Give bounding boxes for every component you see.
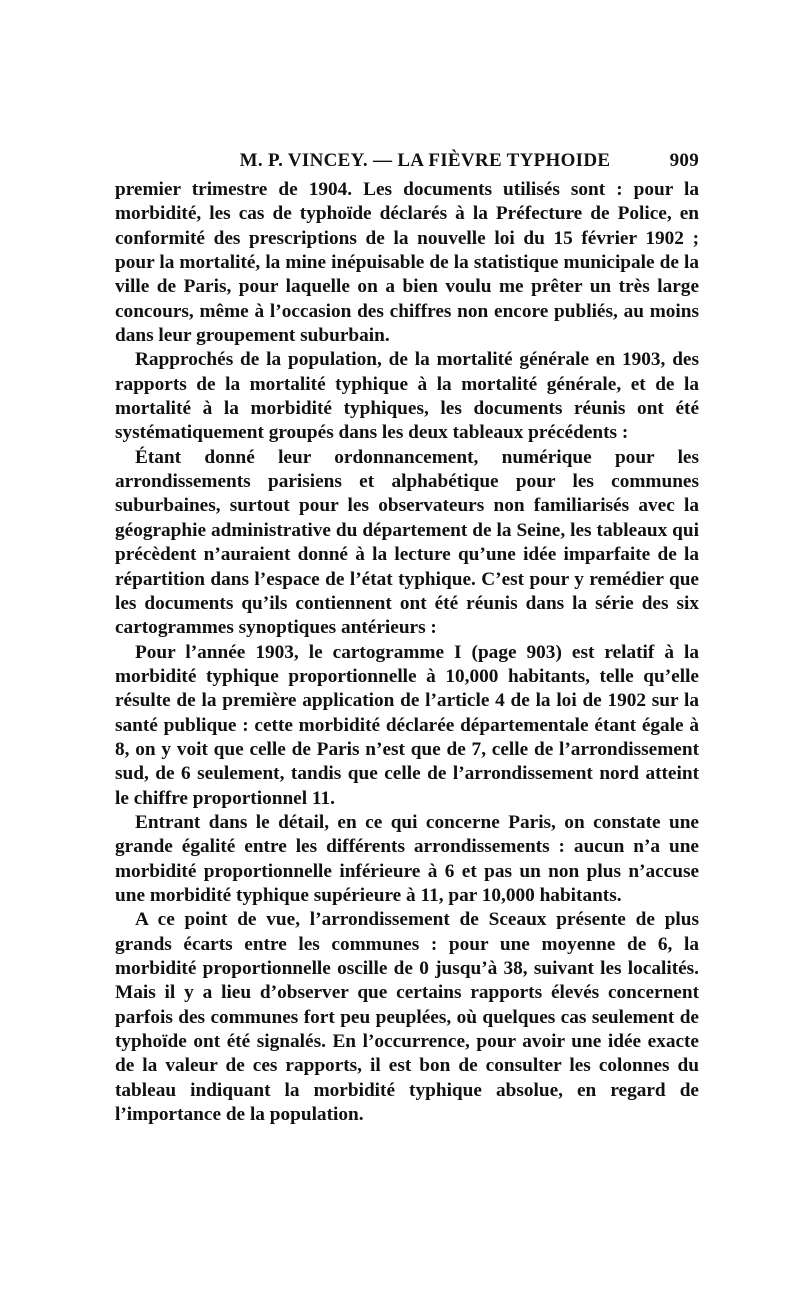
page-number: 909 [669, 150, 699, 171]
paragraph-5: Entrant dans le détail, en ce qui concerne Paris, on constate une grande égalité entre les différents arrondissements : aucun n’a une morbidité proportionnelle inférieure à 6 et pas un non plus n’accuse une morbidité typhique supérieure à 11, par 10,000 habitants. [115, 811, 699, 906]
running-title: M. P. VINCEY. — LA FIÈVRE TYPHOIDE [239, 150, 611, 171]
body-text [115, 178, 699, 1127]
paragraph-2: Rapprochés de la population, de la mortalité générale en 1903, des rapports de la mortalité typhique à la mortalité générale, et de la mortalité à la morbidité typhiques, les documents réunis ont été systématiquement groupés dans les deux tableaux précédents : [115, 349, 699, 444]
paragraph-1: premier trimestre de 1904. Les documents utilisés sont : pour la morbidité, les cas de typhoïde déclarés à la Préfecture de Police, en conformité des prescriptions de la nouvelle loi du 15 février 1902 ; pour la mortalité, la mine inépuisable de la statistique municipale de la ville de Paris, pour laquelle on a bien voulu me prêter un très large concours, même à l’occasion des chiffres non encore publiés, au moins dans leur groupement suburbain. [115, 179, 699, 347]
paragraph-6: A ce point de vue, l’arrondissement de Sceaux présente de plus grands écarts entre les communes : pour une moyenne de 6, la morbidité proportionnelle oscille de 0 jusqu’à 38, suivant les localités. Mais il y a lieu d’observer que certains rapports élevés concernent parfois des communes fort peu peuplées, où quelques cas seulement de typhoïde ont été signalés. En l’occurrence, pour avoir une idée exacte de la valeur de ces rapports, il est bon de consulter les colonnes du tableau indiquant la morbidité typhique absolue, en regard de l’importance de la population. [115, 909, 699, 1126]
running-header [115, 146, 699, 176]
document-page [115, 146, 699, 1127]
paragraph-3: Étant donné leur ordonnancement, numérique pour les arrondissements parisiens et alphabétique pour les communes suburbaines, surtout pour les observateurs non familiarisés avec la géographie administrative du département de la Seine, les tableaux qui précèdent n’auraient donné à la lecture qu’une idée imparfaite de la répartition dans l’espace de l’état typhique. C’est pour y remédier que les documents qu’ils contiennent ont été réunis dans la série des six cartogrammes synoptiques antérieurs : [115, 446, 699, 639]
paragraph-4: Pour l’année 1903, le cartogramme I (page 903) est relatif à la morbidité typhique proportionnelle à 10,000 habitants, telle qu’elle résulte de la première application de l’article 4 de la loi de 1902 sur la santé publique : cette morbidité déclarée départementale étant égale à 8, on y voit que celle de Paris n’est que de 7, celle de l’arrondissement sud, de 6 seulement, tandis que celle de l’arrondissement nord atteint le chiffre proportionnel 11. [115, 641, 699, 809]
